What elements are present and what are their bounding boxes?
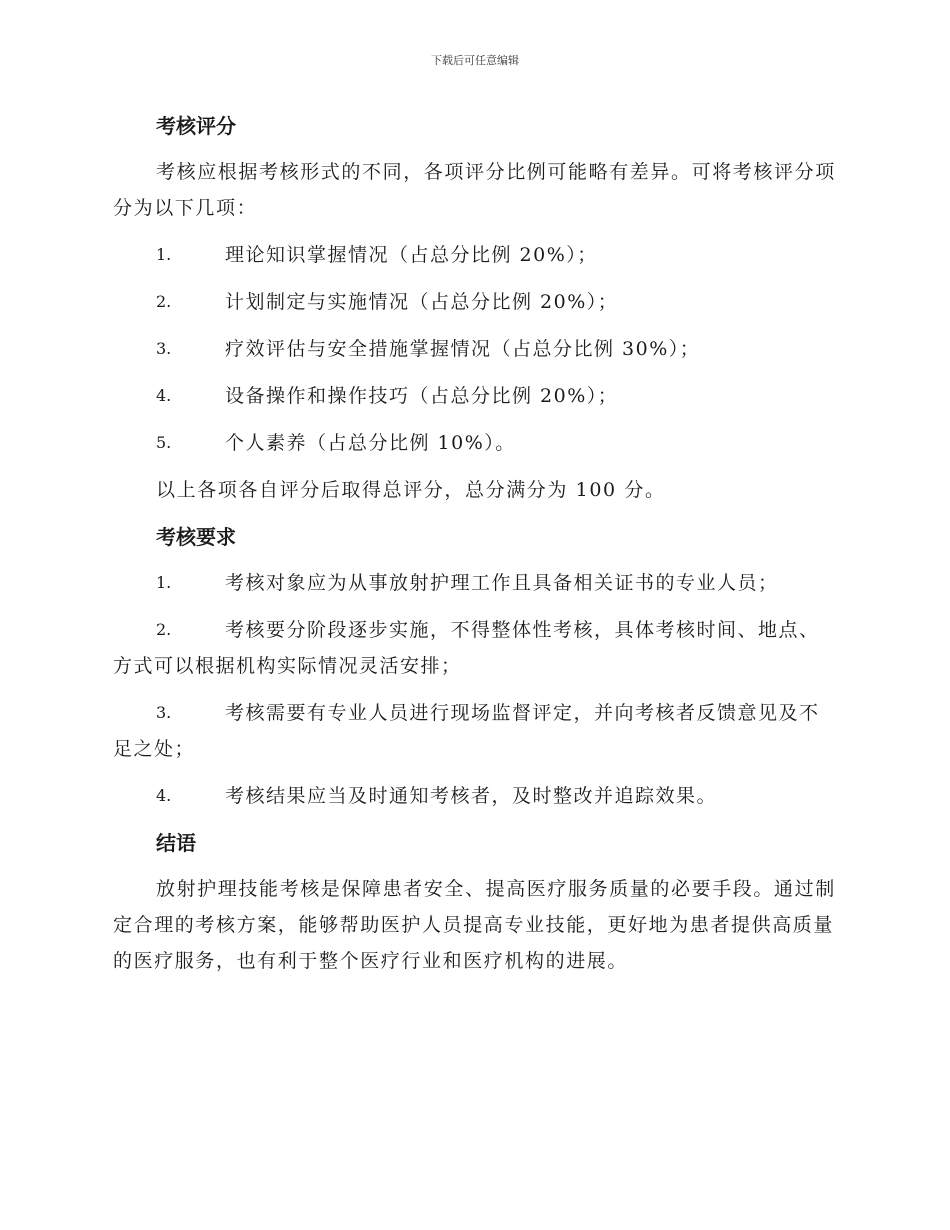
section-title-scoring: 考核评分 [156,114,236,138]
item-number: 1. [156,245,172,264]
scoring-item [113,425,837,461]
item-number: 3. [156,339,172,358]
page-header: 下载后可任意编辑 [431,54,519,67]
item-number: 4. [156,786,172,805]
requirement-item [113,612,837,684]
item-text: 理论知识掌握情况（占总分比例 20%）； [225,244,598,266]
scoring-summary: 以上各项各自评分后取得总评分，总分满分为 100 分。 [156,479,666,501]
requirement-item [113,565,837,601]
conclusion-text: 放射护理技能考核是保障患者安全、提高医疗服务质量的必要手段。通过制定合理的考核方案，能够帮助医护人员提高专业技能，更好地为患者提供高质量的医疗服务，也有利于整个医疗行业和医疗机构的进展。 [113,878,836,972]
item-number: 1. [156,573,172,592]
item-text: 考核需要有专业人员进行现场监督评定，并向考核者反馈意见及不足之处； [113,702,820,760]
item-number: 5. [156,433,172,452]
item-number: 4. [156,386,172,405]
section-title-requirements: 考核要求 [156,525,236,549]
scoring-item [113,237,837,273]
item-text: 计划制定与实施情况（占总分比例 20%）； [225,291,619,313]
item-text: 考核要分阶段逐步实施，不得整体性考核，具体考核时间、地点、方式可以根据机构实际情况灵活安排； [113,619,820,677]
item-text: 个人素养（占总分比例 10%）。 [225,432,516,454]
requirement-item [113,778,837,814]
item-text: 疗效评估与安全措施掌握情况（占总分比例 30%）； [225,338,701,360]
scoring-item [113,378,837,414]
scoring-item [113,284,837,320]
document-body [113,108,837,990]
scoring-intro: 考核应根据考核形式的不同，各项评分比例可能略有差异。可将考核评分项分为以下几项： [113,161,836,219]
item-number: 2. [156,620,172,639]
item-number: 2. [156,292,172,311]
item-text: 考核对象应为从事放射护理工作且具备相关证书的专业人员； [225,572,779,594]
item-text: 考核结果应当及时通知考核者，及时整改并追踪效果。 [225,785,718,807]
item-text: 设备操作和操作技巧（占总分比例 20%）； [225,385,619,407]
scoring-item [113,331,837,367]
item-number: 3. [156,703,172,722]
section-title-conclusion: 结语 [156,831,196,855]
requirement-item [113,695,837,767]
